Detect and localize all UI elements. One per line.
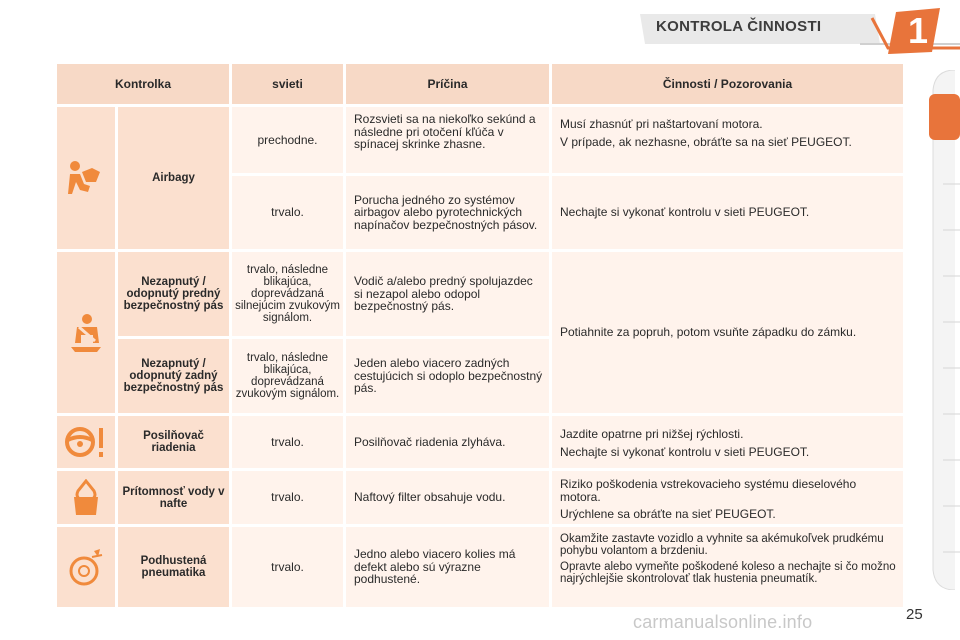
chapter-tab-strip bbox=[925, 70, 960, 590]
header-cinnosti: Činnosti / Pozorovania bbox=[552, 64, 903, 104]
seatbelt-icon-cell bbox=[57, 252, 115, 413]
steering-cinnosti bbox=[552, 416, 903, 468]
seatbelt-rear-pricina: Jeden alebo viacero zadných cestujúcich si odoplo bezpečnostný pás. bbox=[346, 339, 549, 413]
cinnosti-line: Jazdite opatrne pri nižšej rýchlosti. bbox=[560, 427, 744, 441]
watermark: carmanualsonline.info bbox=[633, 612, 813, 632]
header-pricina: Príčina bbox=[346, 64, 549, 104]
tyre-label: Podhustená pneumatika bbox=[118, 527, 229, 607]
airbag-label: Airbagy bbox=[118, 107, 229, 249]
steering-label: Posilňovač riadenia bbox=[118, 416, 229, 468]
seatbelt-warning-icon bbox=[67, 313, 105, 353]
chapter-tabs bbox=[925, 70, 960, 590]
header-kontrolka: Kontrolka bbox=[57, 64, 229, 104]
airbag-warning-icon bbox=[66, 160, 106, 196]
tyre-cinnosti bbox=[552, 527, 903, 607]
tyre-pressure-icon bbox=[66, 547, 106, 587]
airbag-svieti-2: trvalo. bbox=[232, 176, 343, 249]
steering-pricina: Posilňovač riadenia zlyháva. bbox=[346, 416, 549, 468]
cinnosti-line: Nechajte si vykonať kontrolu v sieti PEUGEOT. bbox=[560, 444, 810, 459]
page-title: KONTROLA ČINNOSTI bbox=[656, 18, 822, 35]
water-cinnosti bbox=[552, 471, 903, 524]
tyre-svieti: trvalo. bbox=[232, 527, 343, 607]
seatbelt-front-svieti: trvalo, následne blikajúca, doprevádzaná silnejúcim zvukovým signálom. bbox=[232, 252, 343, 336]
header-svieti: svieti bbox=[232, 64, 343, 104]
active-chapter-tab bbox=[929, 94, 960, 140]
airbag-pricina-1: Rozsvieti sa na niekoľko sekúnd a následne pri otočení kľúča v spínacej skrinke zhasne. bbox=[346, 107, 549, 173]
cinnosti-line: Riziko poškodenia vstrekovacieho systému dieselového motora. bbox=[560, 477, 857, 504]
chapter-number: 1 bbox=[907, 10, 929, 51]
airbag-pricina-2: Porucha jedného zo systémov airbagov alebo pyrotechnických napínačov bezpečnostných pásov. bbox=[346, 176, 549, 249]
page-number: 25 bbox=[906, 606, 923, 623]
cinnosti-line: Musí zhasnúť pri naštartovaní motora. bbox=[560, 117, 763, 131]
water-icon-cell bbox=[57, 471, 115, 524]
seatbelt-front-pricina: Vodič a/alebo predný spolujazdec si nezapol alebo odopol bezpečnostný pás. bbox=[346, 252, 549, 336]
tyre-pricina: Jedno alebo viacero kolies má defekt alebo sú výrazne podhustené. bbox=[346, 527, 549, 607]
seatbelt-rear-label: Nezapnutý / odopnutý zadný bezpečnostný pás bbox=[118, 339, 229, 413]
steering-icon-cell bbox=[57, 416, 115, 468]
water-pricina: Naftový filter obsahuje vodu. bbox=[346, 471, 549, 524]
airbag-cinnosti-2: Nechajte si vykonať kontrolu v sieti PEUGEOT. bbox=[552, 176, 903, 249]
seatbelt-front-label: Nezapnutý / odopnutý predný bezpečnostný pás bbox=[118, 252, 229, 336]
water-label: Prítomnosť vody v nafte bbox=[118, 471, 229, 524]
airbag-svieti-1: prechodne. bbox=[232, 107, 343, 173]
tyre-icon-cell bbox=[57, 527, 115, 607]
steering-svieti: trvalo. bbox=[232, 416, 343, 468]
cinnosti-line: Urýchlene sa obráťte na sieť PEUGEOT. bbox=[560, 507, 776, 521]
water-svieti: trvalo. bbox=[232, 471, 343, 524]
airbag-icon-cell bbox=[57, 107, 115, 249]
seatbelt-cinnosti: Potiahnite za popruh, potom vsuňte západku do zámku. bbox=[552, 252, 903, 413]
cinnosti-line: Okamžite zastavte vozidlo a vyhnite sa akémukoľvek prudkému pohybu volantom a brzdeniu. bbox=[560, 533, 884, 557]
airbag-cinnosti-1 bbox=[552, 107, 903, 173]
page-header bbox=[0, 0, 960, 60]
seatbelt-rear-svieti: trvalo, následne blikajúca, doprevádzaná zvukovým signálom. bbox=[232, 339, 343, 413]
water-in-fuel-icon bbox=[70, 479, 102, 517]
cinnosti-line: V prípade, ak nezhasne, obráťte sa na sieť PEUGEOT. bbox=[560, 134, 852, 149]
cinnosti-line: Opravte alebo vymeňte poškodené koleso a nechajte si čo možno najrýchlejšie skontrolovať tlak hustenia pneumatík. bbox=[560, 561, 896, 585]
power-steering-warning-icon bbox=[64, 424, 108, 460]
